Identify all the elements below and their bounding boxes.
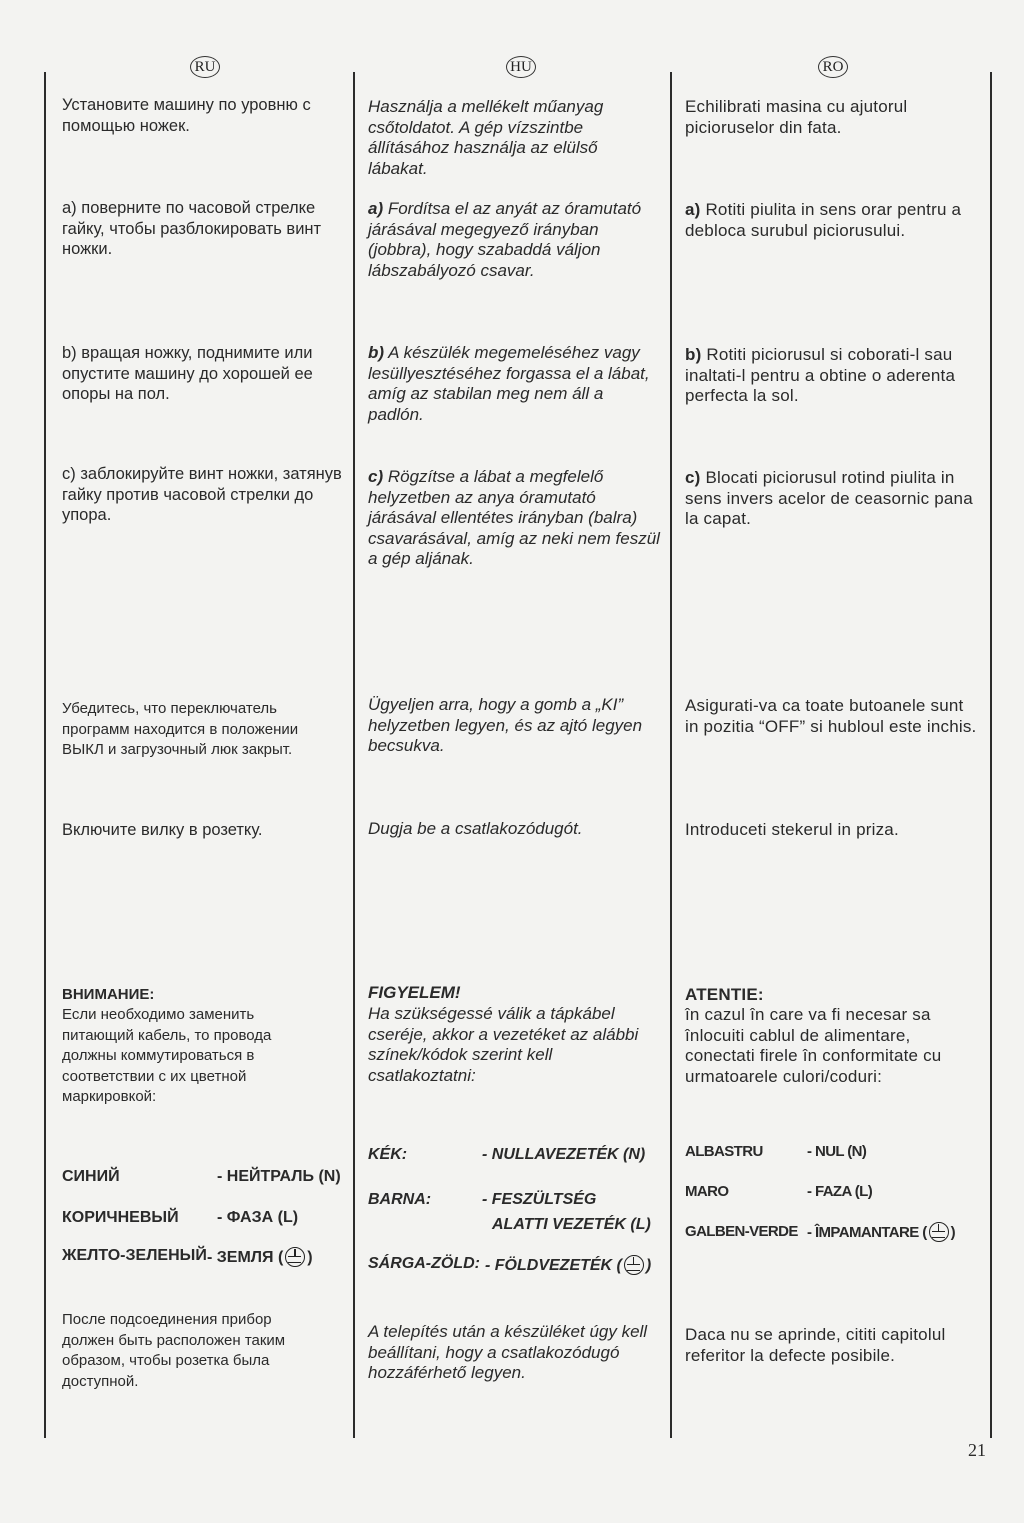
wire-meaning: - ЗЕМЛЯ ( ) [207,1249,313,1266]
closing-note: После подсоединения прибор должен быть расположен таким образом, чтобы розетка была доступной. [62,1311,286,1390]
wire-color: КОРИЧНЕВЫЙ [62,1209,179,1226]
wire-meaning: - ФАЗА (L) [217,1209,299,1226]
wire-color: SÁRGA-ZÖLD: [368,1255,480,1272]
wire-meaning: ALATTI VEZETÉK (L) [492,1216,651,1233]
attention-title: FIGYELEM! [368,983,461,1002]
page-number: 21 [968,1440,986,1460]
wire-color: СИНИЙ [62,1168,120,1185]
step-c: с) заблокируйте винт ножки, затянув гайку против часовой стрелки до упора. [62,465,342,524]
wire-meaning: - NUL (N) [807,1143,867,1160]
earth-symbol-icon [285,1247,305,1267]
plug-in-instruction: Dugja be a csatlakozódugót. [368,819,583,838]
closing-note: Daca nu se aprinde, cititi capitolul referitor la defecte posibile. [685,1325,946,1365]
closing-note: A telepítés után a készüléket úgy kell beállítani, hogy a csatlakozódugó hozzáférhető legyen. [368,1322,648,1382]
column-divider [670,72,672,1438]
wire-row [62,1209,179,1227]
wire-color: MARO [685,1183,729,1200]
check-off-notice: Asigurati-va ca toate butoanele sunt in pozitia “OFF” si hubloul este inchis. [685,696,977,736]
wire-color: ЖЕЛТО-ЗЕЛЕНЫЙ [62,1247,207,1264]
earth-symbol-icon [929,1222,949,1242]
wire-color: BARNA: [368,1191,432,1208]
step-b: b) Rotiti piciorusul si coborati-l sau inaltati-l pentru a obtine o aderenta perfecta la sol. [685,345,956,405]
step-a: а) поверните по часовой стрелке гайку, чтобы разблокировать винт ножки. [62,199,322,258]
attention-title: ATENTIE: [685,985,764,1004]
level-intro: Установите машину по уровню с помощью ножек. [62,96,311,135]
attention-text: în cazul în care va fi necesar sa înlocuiti cablul de alimentare, conectati firele în conformitate cu urmatoarele culori/coduri: [685,1005,942,1086]
wire-color: ALBASTRU [685,1143,763,1160]
column-divider [990,72,992,1438]
step-b: b) вращая ножку, поднимите или опустите машину до хорошей ее опоры на пол. [62,344,313,403]
step-a: a) Fordítsa el az anyát az óramutató járásával megegyező irányban (jobbra), hogy szabaddá váljon lábszabályozó csavar. [368,199,642,280]
language-badge-ro: RO [818,56,848,78]
wire-row [62,1247,207,1265]
attention-title: ВНИМАНИЕ: [62,986,155,1003]
plug-in-instruction: Включите вилку в розетку. [62,821,263,839]
wire-meaning: - FESZÜLTSÉG [482,1191,597,1208]
language-badge-hu: HU [506,56,536,78]
wire-meaning: - NULLAVEZETÉK (N) [482,1146,646,1163]
step-c: c) Rögzítse a lábat a megfelelő helyzetben az anya óramutató járásával ellentétes irányban (balra) csavarásával, amíg az neki nem feszül a gép aljának. [368,467,660,568]
check-off-notice: Ügyeljen arra, hogy a gomb a „KI” helyzetben legyen, és az ajtó legyen becsukva. [368,695,643,755]
wire-meaning: - ÎMPAMANTARE ( ) [807,1224,955,1241]
step-b: b) A készülék megemeléséhez vagy lesüllyesztéséhez forgassa el a lábat, amíg az stabilan meg nem áll a padlón. [368,343,650,424]
column-divider [353,72,355,1438]
wire-row [62,1168,120,1186]
step-c: c) Blocati piciorusul rotind piulita in sens invers acelor de ceasornic pana la capat. [685,468,973,528]
attention-text: Ha szükségessé válik a tápkábel cseréje, akkor a vezetéket az alábbi színek/kódok szerint kell csatlakoztatni: [368,1004,639,1085]
level-intro: Echilibrati masina cu ajutorul picioruselor din fata. [685,97,908,137]
attention-text: Если необходимо заменить питающий кабель, то провода должны коммутироваться в соответствии с их цветной маркировкой: [62,1006,272,1105]
earth-symbol-icon [624,1255,644,1275]
check-off-notice: Убедитесь, что переключатель программ находится в положении ВЫКЛ и загрузочный люк закрыт. [62,700,299,758]
column-divider [44,72,46,1438]
level-intro: Használja a mellékelt műanyag csőtoldatot. A gép vízszintbe állításához használja az elülső lábakat. [368,97,604,178]
language-badge-ru: RU [190,56,220,78]
step-a: a) Rotiti piulita in sens orar pentru a debloca surubul piciorusului. [685,200,962,240]
wire-meaning: - FAZA (L) [807,1183,873,1200]
wire-color: GALBEN-VERDE [685,1223,798,1240]
plug-in-instruction: Introduceti stekerul in priza. [685,820,899,839]
wire-color: KÉK: [368,1146,408,1163]
wire-meaning: - НЕЙТРАЛЬ (N) [217,1168,341,1185]
wire-meaning: - FÖLDVEZETÉK ( ) [485,1257,652,1274]
